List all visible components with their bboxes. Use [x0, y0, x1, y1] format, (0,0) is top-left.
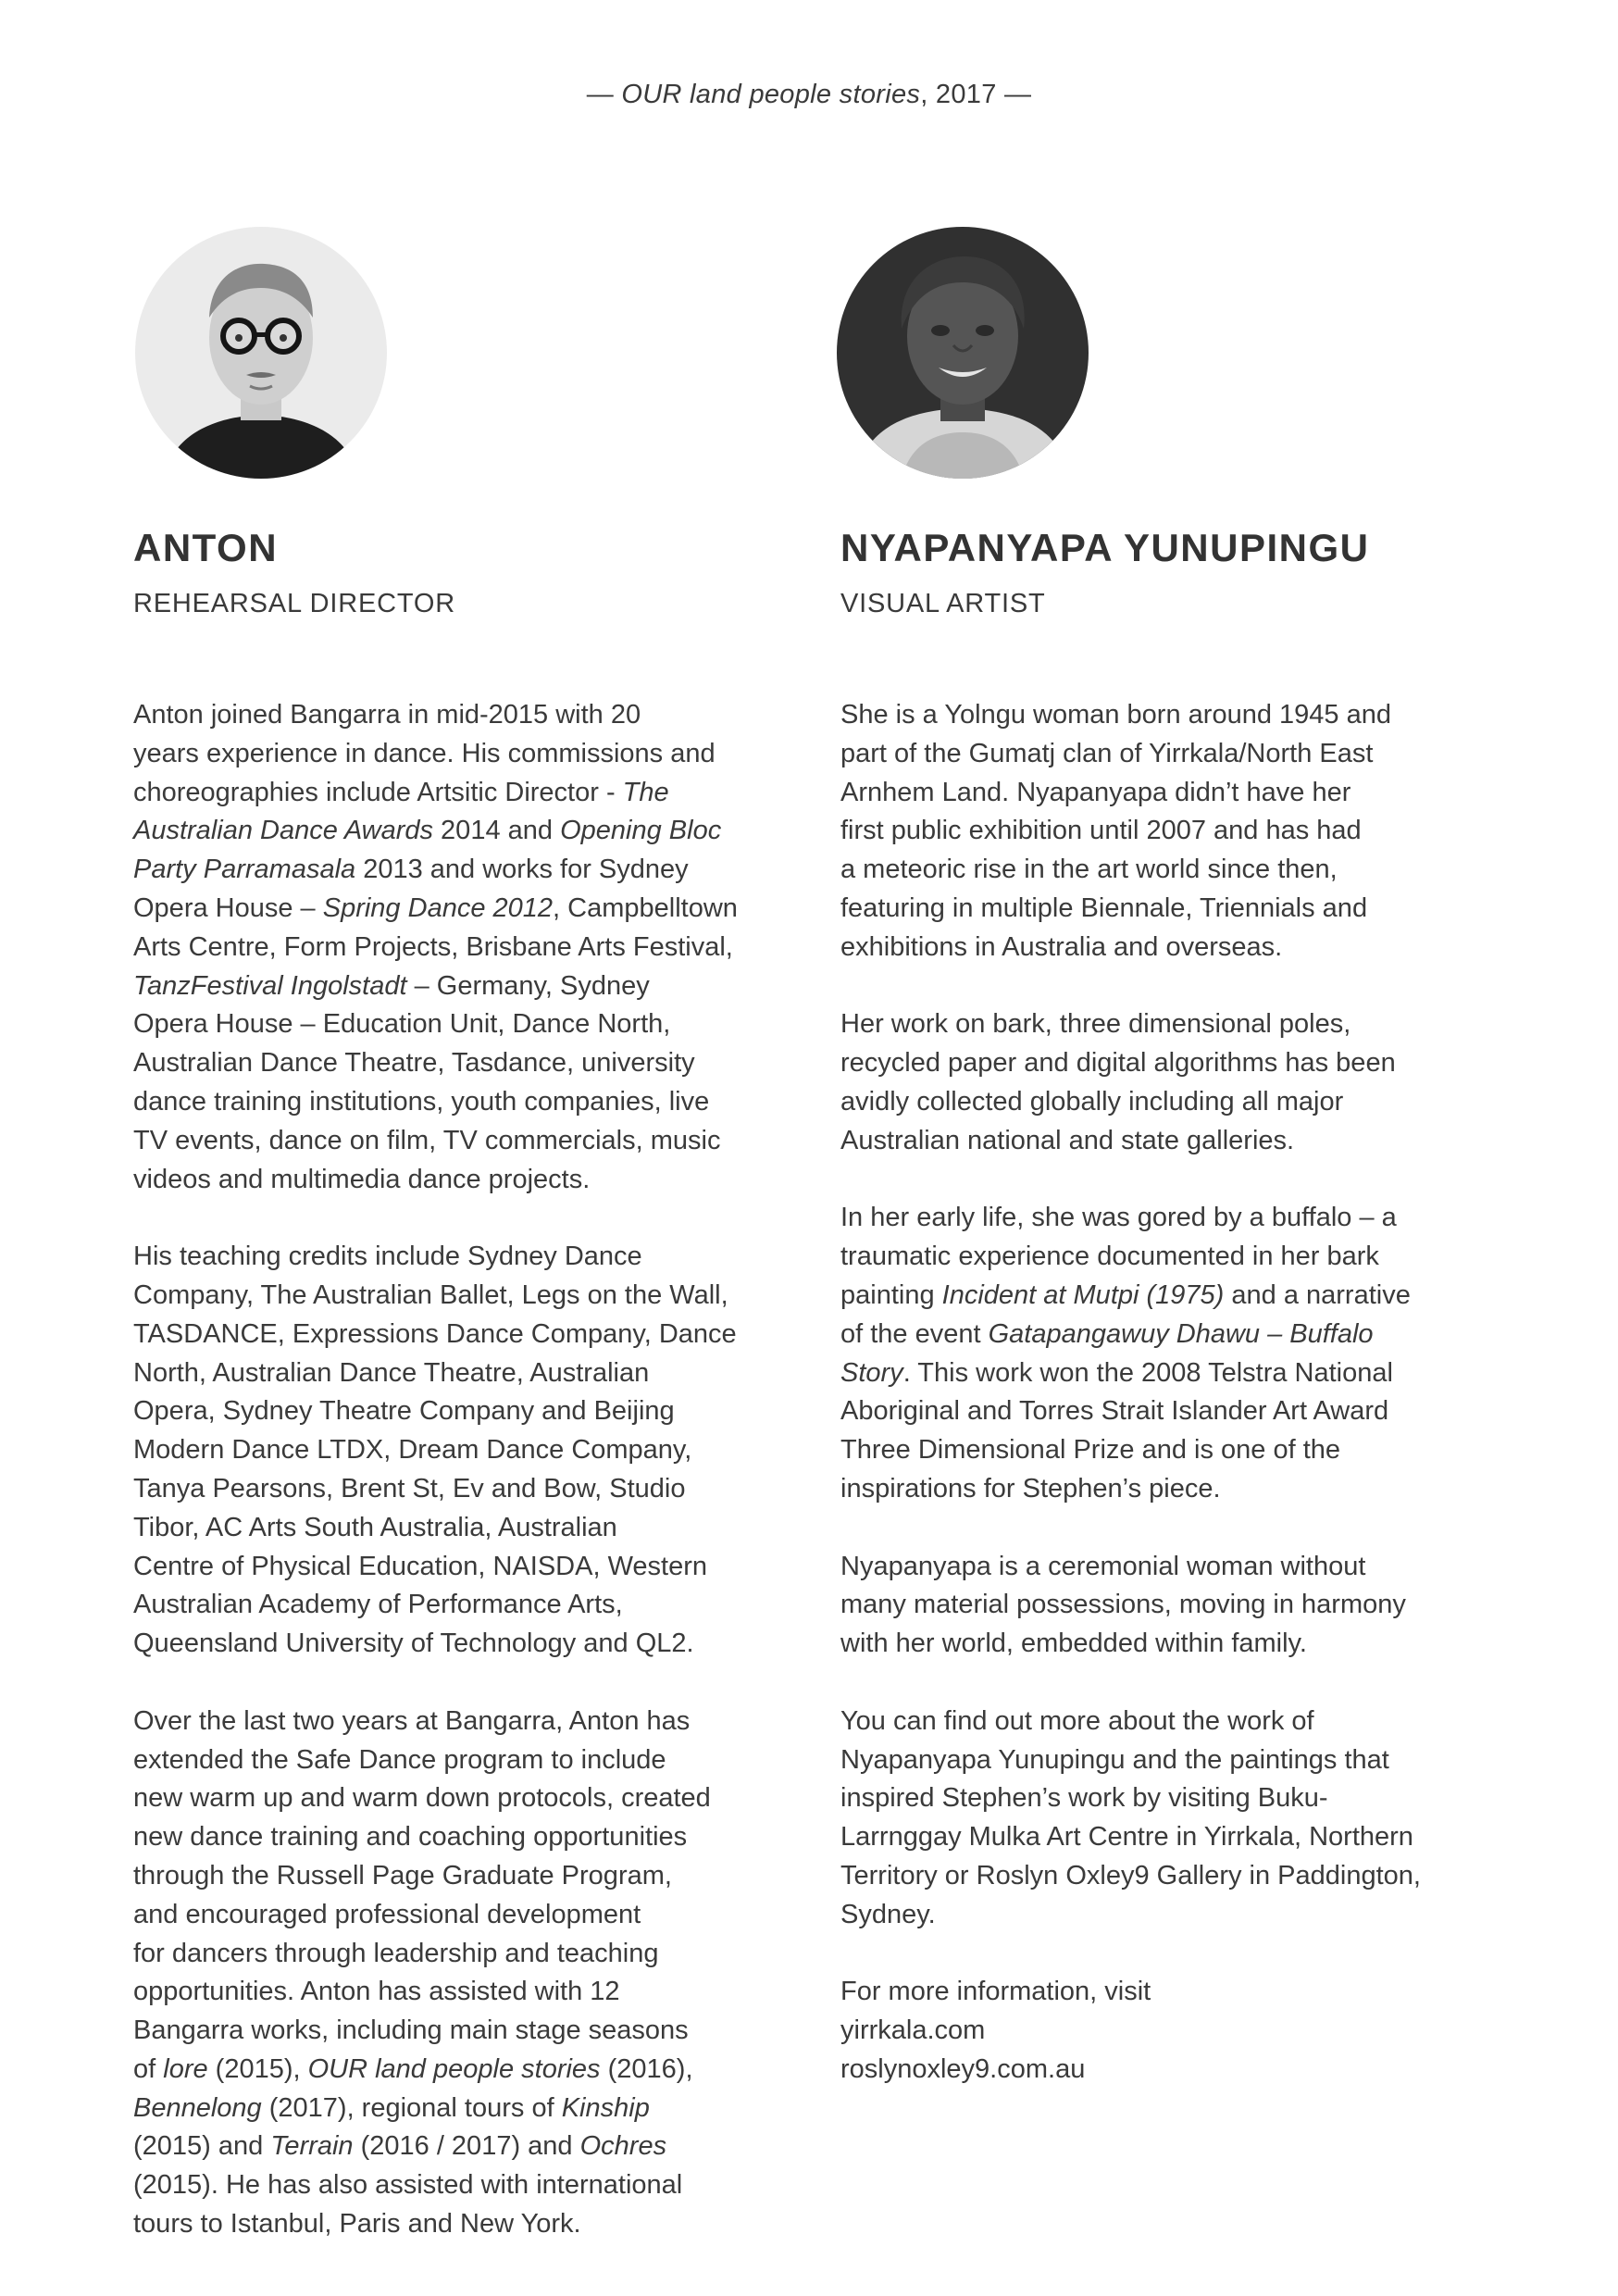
bio-line: [133, 1779, 818, 1818]
text-run: Bangarra works, including main stage seasons: [133, 2015, 689, 2046]
text-run: through the Russell Page Graduate Program,: [133, 1860, 672, 1890]
text-run: Opera House – Education Unit, Dance North,: [133, 1009, 671, 1040]
bio-line: [840, 696, 1525, 735]
bio-line: [133, 1586, 818, 1625]
bio-line: [133, 890, 818, 929]
text-run: (2015),: [207, 2053, 308, 2084]
bio-line: [840, 890, 1525, 929]
text-run: (2015). He has also assisted with international: [133, 2170, 683, 2201]
text-run: years experience in dance. His commissions and: [133, 738, 716, 768]
bio-paragraph: [840, 696, 1525, 967]
italic-title: lore: [163, 2053, 208, 2084]
text-run: many material possessions, moving in harmony: [840, 1590, 1406, 1620]
bio-line: [133, 1818, 818, 1857]
text-run: Tanya Pearsons, Brent St, Ev and Bow, Studio: [133, 1473, 686, 1504]
bio-line: [133, 967, 818, 1006]
italic-title: Opening Bloc: [560, 816, 722, 846]
text-run: first public exhibition until 2007 and has had: [840, 816, 1362, 846]
bio-line: [840, 2051, 1525, 2090]
bio-paragraph: [840, 1703, 1525, 1935]
italic-title: Australian Dance Awards: [133, 816, 433, 846]
text-run: roslynoxley9.com.au: [840, 2053, 1086, 2084]
italic-title: Incident at Mutpi (1975): [941, 1279, 1225, 1310]
header-year: , 2017 —: [920, 80, 1032, 109]
italic-title: Ochres: [579, 2131, 667, 2162]
bio-line: [840, 1779, 1525, 1818]
text-run: with her world, embedded within family.: [840, 1628, 1307, 1659]
text-run: Queensland University of Technology and QL2.: [133, 1628, 694, 1659]
nyapanyapa-portrait: [837, 227, 1089, 479]
text-run: TASDANCE, Expressions Dance Company, Dance: [133, 1318, 737, 1349]
bio-line: [133, 1935, 818, 1974]
text-run: part of the Gumatj clan of Yirrkala/North East: [840, 738, 1374, 768]
bio-line: [840, 1857, 1525, 1896]
text-run: featuring in multiple Biennale, Triennials and: [840, 892, 1368, 923]
bio-line: [840, 2012, 1525, 2051]
nyapanyapa-bio: [840, 696, 1525, 2128]
bio-line: [840, 1122, 1525, 1161]
text-run: Larrnggay Mulka Art Centre in Yirrkala, Northern: [840, 1822, 1413, 1853]
bio-line: [840, 1896, 1525, 1935]
italic-title: Story: [840, 1357, 903, 1388]
text-run: You can find out more about the work of: [840, 1705, 1314, 1736]
text-run: of: [133, 2053, 164, 2084]
bio-line: [133, 1354, 818, 1393]
bio-line: [133, 1392, 818, 1431]
text-run: tours to Istanbul, Paris and New York.: [133, 2209, 581, 2240]
bio-line: [133, 1703, 818, 1741]
text-run: North, Australian Dance Theatre, Australian: [133, 1357, 650, 1388]
bio-line: [840, 1548, 1525, 1587]
bio-line: [133, 735, 818, 774]
text-run: new dance training and coaching opportunities: [133, 1822, 688, 1853]
text-run: Modern Dance LTDX, Dream Dance Company,: [133, 1435, 692, 1466]
bio-line: [840, 1392, 1525, 1431]
bio-line: [840, 735, 1525, 774]
text-run: His teaching credits include Sydney Dance: [133, 1242, 642, 1272]
text-run: inspirations for Stephen’s piece.: [840, 1473, 1221, 1504]
bio-line: [133, 2051, 818, 2090]
bio-line: [133, 774, 818, 813]
nyapanyapa-name: NYAPANYAPA YUNUPINGU: [840, 526, 1370, 569]
bio-line: [840, 1277, 1525, 1316]
text-run: Tibor, AC Arts South Australia, Australian: [133, 1512, 617, 1542]
bio-line: [133, 1277, 818, 1316]
bio-line: [133, 929, 818, 967]
anton-portrait-image: [135, 227, 387, 479]
bio-line: [840, 1238, 1525, 1277]
text-run: 2013 and works for Sydney: [355, 855, 689, 885]
anton-name: ANTON: [133, 526, 279, 569]
italic-title: Spring Dance 2012: [322, 892, 554, 923]
text-run: In her early life, she was gored by a buffalo – a: [840, 1203, 1397, 1233]
text-run: Opera, Sydney Theatre Company and Beijing: [133, 1396, 675, 1427]
bio-line: [840, 1316, 1525, 1354]
text-run: (2016 / 2017) and: [353, 2131, 580, 2162]
text-run: Arts Centre, Form Projects, Brisbane Arts Festival,: [133, 931, 733, 962]
anton-portrait: [135, 227, 387, 479]
anton-role: REHEARSAL DIRECTOR: [133, 589, 455, 618]
bio-line: [133, 1625, 818, 1664]
text-run: traumatic experience documented in her bark: [840, 1242, 1379, 1272]
text-run: (2017), regional tours of: [261, 2092, 562, 2123]
bio-line: [133, 1470, 818, 1509]
text-run: extended the Safe Dance program to include: [133, 1744, 666, 1775]
text-run: Arnhem Land. Nyapanyapa didn’t have her: [840, 777, 1351, 807]
text-run: and encouraged professional development: [133, 1899, 641, 1929]
text-run: TV events, dance on film, TV commercials, music: [133, 1125, 721, 1155]
bio-line: [133, 1161, 818, 1200]
bio-line: [133, 2166, 818, 2205]
text-run: Australian Academy of Performance Arts,: [133, 1590, 623, 1620]
text-run: Over the last two years at Bangarra, Anton has: [133, 1705, 691, 1736]
text-run: avidly collected globally including all major: [840, 1086, 1344, 1117]
bio-line: [133, 1973, 818, 2012]
header-lead: —: [586, 80, 622, 109]
text-run: For more information, visit: [840, 1977, 1151, 2007]
nyapanyapa-role: VISUAL ARTIST: [840, 589, 1046, 618]
page-header: [0, 80, 1618, 110]
bio-line: [133, 1005, 818, 1044]
bio-line: [840, 1973, 1525, 2012]
bio-line: [840, 1083, 1525, 1122]
italic-title: Bennelong: [133, 2092, 262, 2123]
text-run: and a narrative: [1224, 1279, 1411, 1310]
text-run: Nyapanyapa is a ceremonial woman without: [840, 1551, 1366, 1581]
bio-line: [840, 1741, 1525, 1780]
text-run: yirrkala.com: [840, 2015, 986, 2046]
text-run: recycled paper and digital algorithms has been: [840, 1048, 1396, 1079]
bio-paragraph: [840, 1005, 1525, 1160]
italic-title: Kinship: [561, 2092, 650, 2123]
text-run: Sydney.: [840, 1899, 936, 1929]
bio-paragraph: [840, 1973, 1525, 2089]
bio-paragraph: [133, 696, 818, 1199]
text-run: 2014 and: [433, 816, 561, 846]
bio-line: [840, 851, 1525, 890]
bio-line: [840, 1703, 1525, 1741]
header-title: OUR land people stories: [621, 80, 921, 109]
bio-line: [133, 851, 818, 890]
bio-paragraph: [133, 1703, 818, 2244]
text-run: Opera House –: [133, 892, 323, 923]
italic-title: Party Parramasala: [133, 855, 356, 885]
nyapanyapa-portrait-image: [837, 227, 1089, 479]
text-run: Three Dimensional Prize and is one of the: [840, 1435, 1341, 1466]
text-run: Anton joined Bangarra in mid-2015 with 20: [133, 700, 641, 730]
bio-line: [840, 1586, 1525, 1625]
text-run: a meteoric rise in the art world since then,: [840, 855, 1338, 885]
italic-title: OUR land people stories: [307, 2053, 601, 2084]
italic-title: The: [622, 777, 669, 807]
text-run: (2016),: [600, 2053, 693, 2084]
bio-line: [133, 2090, 818, 2128]
text-run: new warm up and warm down protocols, created: [133, 1783, 711, 1814]
bio-line: [133, 1044, 818, 1083]
text-run: choreographies include Artsitic Director -: [133, 777, 623, 807]
bio-line: [133, 1896, 818, 1935]
bio-line: [840, 1044, 1525, 1083]
bio-line: [133, 2012, 818, 2051]
italic-title: TanzFestival Ingolstadt: [133, 970, 407, 1001]
text-run: (2015) and: [133, 2131, 271, 2162]
bio-line: [840, 812, 1525, 851]
bio-line: [840, 1470, 1525, 1509]
text-run: dance training institutions, youth companies, live: [133, 1086, 710, 1117]
text-run: – Germany, Sydney: [406, 970, 650, 1001]
italic-title: Gatapangawuy Dhawu – Buffalo: [988, 1318, 1374, 1349]
text-run: Australian Dance Theatre, Tasdance, university: [133, 1048, 695, 1079]
text-run: exhibitions in Australia and overseas.: [840, 931, 1283, 962]
bio-line: [840, 1625, 1525, 1664]
bio-line: [133, 1316, 818, 1354]
text-run: Aboriginal and Torres Strait Islander Art Award: [840, 1396, 1389, 1427]
bio-line: [133, 1548, 818, 1587]
text-run: Territory or Roslyn Oxley9 Gallery in Paddington,: [840, 1860, 1421, 1890]
text-run: Centre of Physical Education, NAISDA, Western: [133, 1551, 708, 1581]
text-run: Company, The Australian Ballet, Legs on the Wall,: [133, 1279, 728, 1310]
text-run: Nyapanyapa Yunupingu and the paintings that: [840, 1744, 1389, 1775]
bio-line: [133, 1431, 818, 1470]
text-run: . This work won the 2008 Telstra National: [902, 1357, 1393, 1388]
text-run: painting: [840, 1279, 942, 1310]
bio-line: [840, 774, 1525, 813]
bio-line: [840, 1354, 1525, 1393]
text-run: videos and multimedia dance projects.: [133, 1164, 591, 1194]
text-run: opportunities. Anton has assisted with 12: [133, 1977, 620, 2007]
bio-line: [840, 1199, 1525, 1238]
bio-line: [133, 2128, 818, 2166]
bio-paragraph: [840, 1199, 1525, 1508]
bio-line: [133, 1741, 818, 1780]
bio-line: [133, 1857, 818, 1896]
italic-title: Terrain: [270, 2131, 354, 2162]
text-run: of the event: [840, 1318, 989, 1349]
bio-line: [133, 2205, 818, 2244]
bio-paragraph: [133, 1238, 818, 1664]
bio-line: [133, 1509, 818, 1548]
text-run: , Campbelltown: [553, 892, 738, 923]
bio-line: [133, 1122, 818, 1161]
bio-line: [840, 1005, 1525, 1044]
text-run: Her work on bark, three dimensional poles,: [840, 1009, 1351, 1040]
bio-line: [133, 696, 818, 735]
text-run: for dancers through leadership and teaching: [133, 1938, 659, 1968]
text-run: inspired Stephen’s work by visiting Buku-: [840, 1783, 1328, 1814]
text-run: She is a Yolngu woman born around 1945 and: [840, 700, 1391, 730]
bio-line: [840, 1818, 1525, 1857]
bio-line: [840, 929, 1525, 967]
bio-line: [133, 1083, 818, 1122]
bio-line: [133, 1238, 818, 1277]
bio-line: [840, 1431, 1525, 1470]
bio-line: [133, 812, 818, 851]
bio-paragraph: [840, 1548, 1525, 1664]
text-run: Australian national and state galleries.: [840, 1125, 1295, 1155]
anton-bio: [133, 696, 818, 2283]
